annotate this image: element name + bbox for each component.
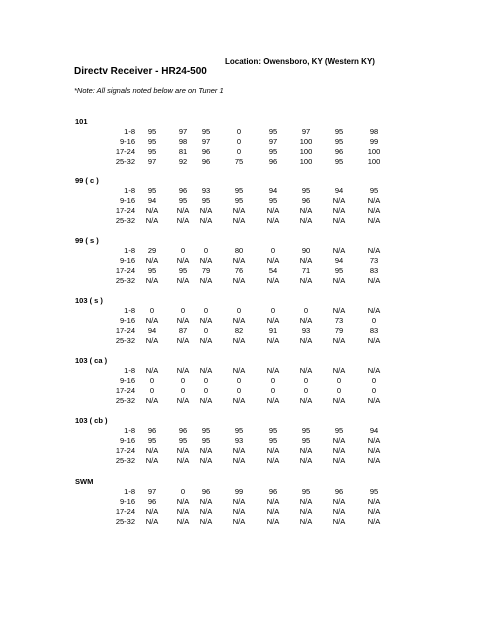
table-cell: 0 (203, 306, 209, 315)
table-row (0, 137, 480, 146)
table-cell: 95 (147, 436, 157, 445)
table-cell: N/A (145, 446, 159, 455)
row-label: 25-32 (115, 157, 135, 166)
table-row (0, 487, 480, 496)
row-label: 25-32 (115, 216, 135, 225)
table-cell: 94 (334, 256, 344, 265)
table-cell: 95 (234, 196, 244, 205)
table-cell: 96 (201, 147, 211, 156)
table-cell: 94 (147, 196, 157, 205)
table-cell: N/A (176, 456, 190, 465)
table-cell: N/A (367, 306, 381, 315)
row-label: 1-8 (124, 426, 135, 435)
table-cell: N/A (367, 497, 381, 506)
table-cell: N/A (266, 206, 280, 215)
table-cell: N/A (299, 497, 313, 506)
table-cell: 100 (299, 157, 313, 166)
table-cell: N/A (367, 216, 381, 225)
table-cell: N/A (332, 306, 346, 315)
table-cell: N/A (367, 396, 381, 405)
table-cell: N/A (232, 456, 246, 465)
table-cell: 95 (178, 436, 188, 445)
table-row (0, 426, 480, 435)
table-cell: N/A (199, 507, 213, 516)
table-cell: 0 (371, 376, 377, 385)
table-cell: 100 (367, 147, 381, 156)
table-cell: N/A (176, 396, 190, 405)
table-row (0, 196, 480, 205)
table-cell: 87 (178, 326, 188, 335)
table-cell: 0 (236, 386, 242, 395)
table-cell: 92 (178, 157, 188, 166)
table-cell: N/A (299, 316, 313, 325)
table-cell: 95 (334, 137, 344, 146)
table-cell: N/A (266, 256, 280, 265)
table-cell: 95 (234, 186, 244, 195)
row-label: 1-8 (124, 246, 135, 255)
table-cell: 95 (369, 186, 379, 195)
table-cell: N/A (299, 206, 313, 215)
table-cell: 93 (201, 186, 211, 195)
table-row (0, 456, 480, 465)
row-label: 9-16 (119, 376, 135, 385)
table-cell: N/A (232, 446, 246, 455)
table-cell: N/A (232, 216, 246, 225)
table-cell: N/A (176, 216, 190, 225)
table-cell: N/A (199, 517, 213, 526)
table-cell: N/A (232, 517, 246, 526)
table-cell: 95 (334, 266, 344, 275)
table-cell: 95 (334, 426, 344, 435)
table-cell: 96 (334, 147, 344, 156)
table-cell: N/A (199, 396, 213, 405)
table-cell: 93 (234, 436, 244, 445)
table-cell: 0 (303, 386, 309, 395)
table-cell: 71 (301, 266, 311, 275)
table-cell: N/A (145, 216, 159, 225)
table-cell: N/A (232, 366, 246, 375)
table-cell: N/A (199, 336, 213, 345)
table-cell: 96 (147, 497, 157, 506)
section-title: 103 ( cb ) (75, 416, 108, 425)
table-cell: 95 (147, 147, 157, 156)
row-label: 17-24 (115, 507, 135, 516)
table-cell: N/A (332, 446, 346, 455)
table-cell: 95 (268, 426, 278, 435)
row-label: 9-16 (119, 436, 135, 445)
table-cell: N/A (332, 396, 346, 405)
table-cell: N/A (266, 396, 280, 405)
table-cell: 0 (203, 326, 209, 335)
row-label: 1-8 (124, 186, 135, 195)
table-cell: 81 (178, 147, 188, 156)
row-label: 1-8 (124, 487, 135, 496)
table-row (0, 256, 480, 265)
tuner-note: *Note: All signals noted below are on Tuner 1 (74, 86, 224, 95)
table-cell: 0 (236, 127, 242, 136)
table-cell: N/A (367, 446, 381, 455)
table-cell: 100 (367, 157, 381, 166)
table-cell: 0 (149, 376, 155, 385)
table-cell: 95 (301, 186, 311, 195)
table-cell: 95 (301, 487, 311, 496)
table-cell: N/A (176, 206, 190, 215)
table-row (0, 507, 480, 516)
table-cell: N/A (232, 497, 246, 506)
table-cell: N/A (176, 276, 190, 285)
table-cell: N/A (199, 216, 213, 225)
table-cell: N/A (199, 497, 213, 506)
table-cell: 75 (234, 157, 244, 166)
table-cell: 95 (201, 127, 211, 136)
table-cell: 98 (178, 137, 188, 146)
table-cell: 95 (301, 436, 311, 445)
table-cell: 83 (369, 266, 379, 275)
table-cell: N/A (145, 316, 159, 325)
table-cell: 96 (268, 157, 278, 166)
table-cell: N/A (232, 316, 246, 325)
row-label: 25-32 (115, 276, 135, 285)
table-cell: 95 (201, 196, 211, 205)
table-cell: N/A (232, 507, 246, 516)
table-cell: N/A (199, 206, 213, 215)
table-cell: 99 (234, 487, 244, 496)
table-cell: 0 (371, 386, 377, 395)
table-row (0, 246, 480, 255)
table-cell: 99 (369, 137, 379, 146)
table-cell: 0 (236, 376, 242, 385)
table-cell: 0 (180, 487, 186, 496)
table-cell: N/A (299, 366, 313, 375)
section-title: 103 ( s ) (75, 296, 103, 305)
table-cell: N/A (299, 507, 313, 516)
table-cell: N/A (299, 336, 313, 345)
table-row (0, 446, 480, 455)
table-cell: N/A (176, 517, 190, 526)
table-cell: N/A (199, 316, 213, 325)
table-cell: N/A (332, 366, 346, 375)
table-row (0, 186, 480, 195)
row-label: 17-24 (115, 147, 135, 156)
table-cell: N/A (299, 456, 313, 465)
table-cell: 95 (178, 196, 188, 205)
signal-section (0, 117, 480, 181)
table-cell: N/A (367, 196, 381, 205)
table-cell: 0 (303, 306, 309, 315)
row-label: 1-8 (124, 306, 135, 315)
table-cell: 0 (149, 306, 155, 315)
table-cell: N/A (266, 276, 280, 285)
row-label: 9-16 (119, 497, 135, 506)
table-cell: N/A (299, 517, 313, 526)
table-cell: 95 (369, 487, 379, 496)
table-cell: N/A (266, 366, 280, 375)
table-cell: N/A (145, 276, 159, 285)
table-cell: 96 (201, 487, 211, 496)
document-title: Directv Receiver - HR24-500 (74, 66, 207, 77)
table-cell: N/A (145, 336, 159, 345)
table-cell: 95 (268, 196, 278, 205)
table-row (0, 396, 480, 405)
row-label: 25-32 (115, 456, 135, 465)
table-cell: 95 (147, 266, 157, 275)
table-cell: N/A (332, 517, 346, 526)
signal-section (0, 176, 480, 240)
table-cell: 100 (299, 147, 313, 156)
table-cell: 96 (301, 196, 311, 205)
table-cell: 96 (201, 157, 211, 166)
table-cell: 73 (369, 256, 379, 265)
table-row (0, 216, 480, 225)
section-title: 101 (75, 117, 88, 126)
table-cell: N/A (266, 507, 280, 516)
table-cell: 100 (299, 137, 313, 146)
table-row (0, 497, 480, 506)
table-cell: N/A (176, 446, 190, 455)
table-cell: 0 (149, 386, 155, 395)
table-cell: N/A (145, 206, 159, 215)
row-label: 25-32 (115, 336, 135, 345)
table-cell: N/A (266, 517, 280, 526)
table-cell: 95 (147, 137, 157, 146)
table-cell: N/A (145, 507, 159, 516)
table-cell: N/A (367, 246, 381, 255)
table-cell: N/A (199, 256, 213, 265)
table-cell: N/A (299, 256, 313, 265)
table-cell: 94 (369, 426, 379, 435)
row-label: 17-24 (115, 386, 135, 395)
row-label: 25-32 (115, 396, 135, 405)
row-label: 17-24 (115, 206, 135, 215)
table-cell: N/A (332, 196, 346, 205)
table-cell: N/A (232, 276, 246, 285)
row-label: 9-16 (119, 196, 135, 205)
table-cell: 0 (371, 316, 377, 325)
table-cell: 97 (178, 127, 188, 136)
table-cell: N/A (232, 206, 246, 215)
section-title: 99 ( s ) (75, 236, 99, 245)
table-cell: 79 (201, 266, 211, 275)
table-cell: N/A (266, 497, 280, 506)
location-text: Location: Owensboro, KY (Western KY) (225, 57, 375, 66)
table-cell: 95 (268, 147, 278, 156)
row-label: 1-8 (124, 366, 135, 375)
table-cell: N/A (299, 446, 313, 455)
table-cell: N/A (145, 256, 159, 265)
table-cell: 95 (268, 436, 278, 445)
table-cell: 80 (234, 246, 244, 255)
table-cell: N/A (367, 366, 381, 375)
table-cell: N/A (332, 276, 346, 285)
table-cell: N/A (176, 336, 190, 345)
table-cell: 96 (268, 487, 278, 496)
table-cell: N/A (266, 336, 280, 345)
table-cell: 96 (178, 186, 188, 195)
table-cell: N/A (299, 396, 313, 405)
section-title: 99 ( c ) (75, 176, 99, 185)
table-cell: N/A (367, 517, 381, 526)
row-label: 17-24 (115, 266, 135, 275)
table-cell: 0 (270, 306, 276, 315)
table-row (0, 147, 480, 156)
table-row (0, 386, 480, 395)
table-cell: 93 (301, 326, 311, 335)
table-cell: 0 (236, 147, 242, 156)
table-cell: 0 (336, 386, 342, 395)
table-cell: N/A (332, 456, 346, 465)
row-label: 1-8 (124, 127, 135, 136)
table-cell: N/A (145, 366, 159, 375)
signal-section (0, 356, 480, 420)
table-cell: N/A (299, 276, 313, 285)
table-cell: 97 (301, 127, 311, 136)
table-cell: 97 (147, 157, 157, 166)
table-row (0, 266, 480, 275)
table-cell: 0 (203, 386, 209, 395)
table-cell: N/A (332, 206, 346, 215)
table-row (0, 306, 480, 315)
table-cell: 73 (334, 316, 344, 325)
table-cell: 0 (203, 246, 209, 255)
table-cell: 0 (236, 137, 242, 146)
table-cell: 95 (234, 426, 244, 435)
row-label: 25-32 (115, 517, 135, 526)
section-title: 103 ( ca ) (75, 356, 108, 365)
table-row (0, 326, 480, 335)
table-cell: N/A (266, 446, 280, 455)
table-cell: 0 (180, 376, 186, 385)
table-cell: N/A (299, 216, 313, 225)
table-cell: 97 (201, 137, 211, 146)
table-cell: N/A (176, 316, 190, 325)
table-cell: 0 (336, 376, 342, 385)
table-cell: 96 (147, 426, 157, 435)
table-cell: 95 (147, 186, 157, 195)
table-cell: 94 (268, 186, 278, 195)
signal-section (0, 477, 480, 541)
section-title: SWM (75, 477, 94, 486)
table-cell: 0 (270, 386, 276, 395)
table-cell: N/A (332, 507, 346, 516)
row-label: 9-16 (119, 137, 135, 146)
table-cell: 97 (147, 487, 157, 496)
row-label: 17-24 (115, 326, 135, 335)
table-cell: 82 (234, 326, 244, 335)
table-cell: N/A (199, 456, 213, 465)
table-cell: N/A (145, 456, 159, 465)
table-cell: N/A (332, 246, 346, 255)
signal-section (0, 296, 480, 360)
table-cell: 0 (180, 306, 186, 315)
table-cell: 98 (369, 127, 379, 136)
table-cell: N/A (176, 497, 190, 506)
table-cell: N/A (232, 336, 246, 345)
table-row (0, 376, 480, 385)
table-cell: N/A (367, 276, 381, 285)
signal-section (0, 416, 480, 480)
table-row (0, 336, 480, 345)
table-cell: 95 (301, 426, 311, 435)
table-cell: N/A (367, 507, 381, 516)
row-label: 9-16 (119, 256, 135, 265)
table-row (0, 206, 480, 215)
table-cell: N/A (199, 276, 213, 285)
table-cell: 96 (178, 426, 188, 435)
table-cell: N/A (332, 436, 346, 445)
table-row (0, 316, 480, 325)
row-label: 9-16 (119, 316, 135, 325)
table-cell: N/A (176, 366, 190, 375)
table-cell: 90 (301, 246, 311, 255)
row-label: 17-24 (115, 446, 135, 455)
table-cell: 83 (369, 326, 379, 335)
table-row (0, 276, 480, 285)
table-row (0, 127, 480, 136)
table-row (0, 517, 480, 526)
table-cell: 95 (201, 436, 211, 445)
table-cell: N/A (145, 517, 159, 526)
table-cell: 95 (178, 266, 188, 275)
table-row (0, 157, 480, 166)
table-cell: N/A (266, 456, 280, 465)
table-cell: N/A (332, 216, 346, 225)
table-cell: 0 (180, 386, 186, 395)
table-cell: N/A (145, 396, 159, 405)
table-cell: 95 (334, 127, 344, 136)
table-cell: 79 (334, 326, 344, 335)
table-cell: N/A (332, 497, 346, 506)
table-row (0, 436, 480, 445)
table-cell: N/A (367, 206, 381, 215)
table-cell: N/A (232, 256, 246, 265)
table-cell: N/A (367, 336, 381, 345)
table-cell: N/A (332, 336, 346, 345)
table-cell: 29 (147, 246, 157, 255)
table-cell: 0 (180, 246, 186, 255)
table-row (0, 366, 480, 375)
table-cell: N/A (367, 436, 381, 445)
table-cell: N/A (199, 366, 213, 375)
table-cell: 91 (268, 326, 278, 335)
table-cell: 0 (270, 376, 276, 385)
table-cell: 0 (203, 376, 209, 385)
table-cell: N/A (176, 507, 190, 516)
table-cell: 95 (268, 127, 278, 136)
table-cell: N/A (176, 256, 190, 265)
table-cell: 96 (334, 487, 344, 496)
table-cell: 76 (234, 266, 244, 275)
table-cell: N/A (232, 396, 246, 405)
signal-section (0, 236, 480, 300)
table-cell: 54 (268, 266, 278, 275)
table-cell: 94 (334, 186, 344, 195)
table-cell: 0 (303, 376, 309, 385)
table-cell: 95 (147, 127, 157, 136)
table-cell: 0 (270, 246, 276, 255)
table-cell: N/A (367, 456, 381, 465)
table-cell: 94 (147, 326, 157, 335)
table-cell: 0 (236, 306, 242, 315)
table-cell: 97 (268, 137, 278, 146)
table-cell: 95 (201, 426, 211, 435)
table-cell: N/A (266, 316, 280, 325)
table-cell: N/A (266, 216, 280, 225)
table-cell: 95 (334, 157, 344, 166)
table-cell: N/A (199, 446, 213, 455)
